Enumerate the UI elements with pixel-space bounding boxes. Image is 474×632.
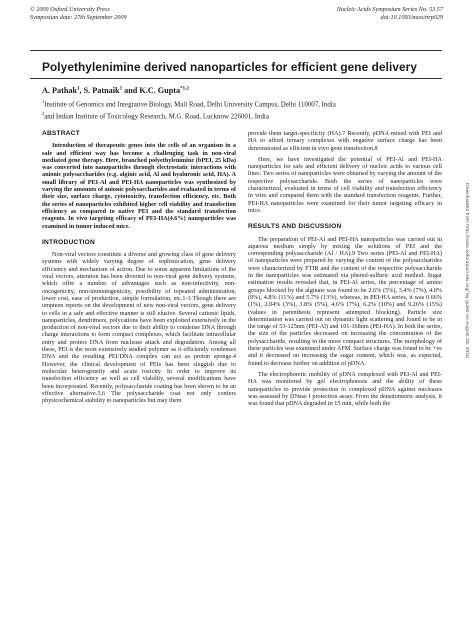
results-heading: RESULTS AND DISCUSSION (248, 223, 342, 231)
affiliations (42, 98, 442, 121)
author-separator: , (79, 86, 84, 95)
abstract-text: Introduction of therapeutic genes into the cells of an organism in a safe and efficient way has become a challenging task in non-viral mediated gene therapy. Here, branched polyethylenimine (bPEI, 25 kDa) was converted into nanoparticles through electrostatic interactions with anionic polysaccharides (e.g. alginic acid, Al and hyaluronic acid, HA). A small library of PEI-Al and PEI-HA nanoparticles was synthesized by varying the amounts of anionic polysaccharides and evaluated in terms of their size, surface charge, cytotoxicity, transfection efficiency, etc. Both the series of nanoparticles exhibited higher cell viability and transfection efficiency as compared to native PEI and the standard transfection reagents. In vivo targeting efficacy of PEI-HA(4.6%) nanoparticles was examined in tumor induced mice. (42, 142, 236, 230)
results-text: The preparation of PEI-Al and PEI-HA nanoparticles was carried out in aqueous medium simply by mixing the solutions of PEI and the corresponding polysaccharide (Al / HA).9 Two series (PEI-Al and PEI-HA) of nanoparticles were prepared by varying the content of the polysaccharides were characterized by FTIR and the content of the respective polysaccharide in the nanoparticles was estimated via phenol-sulfuric acid method. Sugar estimation results revealed that, in PEI-Al series, the percentage of amino groups blocked by the alginate was found to be 2.6% (5%), 3.4% (7%), 4.0% (9%), 4.8% (11%) and 5.7% (13%), whereas, in PEI-HA series, it was 0.66% (1%), 2.04% (3%), 3.8% (5%), 4.6% (7%), 6.2% (10%) and 9.26% (15%) (values in parenthesis represent attempted blocking). Particle size determination was carried out on dynamic light scattering and found to be in the range of 53-125nm (PEI-Al) and 101-168nm (PEI-HA). In both the series, the size of the particles decreased on increasing the concentration of the polysaccharide, resulting in the more compact structures. The morphology of these particles was examined under AFM. Surface charge was found to be +ve and it decreased on increasing the sugar content, which was, as expected, found to decrease further on addition of pDNA. (248, 235, 442, 367)
affil-mark: 2 (42, 110, 45, 116)
title-top-rule (30, 50, 442, 51)
doi-line: doi:10.1093/nass/nrp029 (380, 13, 443, 21)
author-separator: and (122, 86, 140, 95)
affil-mark: 1 (42, 99, 45, 104)
intro-aim-text: Here, we have investigated the potential of PEI-Al and PEI-HA nanoparticles for safe and efficient delivery of nucleic acids to various cell lines. Two series of nanoparticles were obtained by varying the amount of the respective polysaccharide. Both the series of nanoparticles were characterized, evaluated in terms of cell viability and transfection efficiency in vitro and compared them with the standard transfection reagents. Further, PEI-HA nanoparticles were examined for their tumor targeting efficacy in mice. (248, 155, 442, 214)
journal-header-left (30, 6, 127, 21)
author-affil-mark: 1 (119, 86, 123, 92)
left-column (42, 130, 236, 404)
introduction-heading: INTRODUCTION (42, 238, 95, 246)
author-affil-mark: 1 (77, 86, 80, 92)
right-column (248, 130, 442, 407)
intro-continued-text: provide them target-specificity (HA).7 Recently, pDNA mixed with PEI and HA to afford ternary complexes with negative surface charge has been demonstrated as efficient in vivo gene transfection.8 (248, 130, 442, 152)
author-affil-mark: *1,2 (180, 86, 189, 92)
author-list (42, 86, 189, 95)
title-bottom-rule (30, 78, 442, 79)
series-line: Nucleic Acids Symposium Series No. 53 57 (336, 6, 443, 13)
affiliation-line: $^2$and Indian Institute of Toxicology Research, M.G. Road, Lucknow 226001, India (42, 110, 269, 120)
journal-header-right (255, 6, 443, 21)
paper-title: Polyethylenimine derived nanoparticles for efficient gene delivery (42, 60, 418, 74)
affiliation-line: $^1$Institute of Genomics and Integrative Biology, Mall Road, Delhi University Campus, Delhi 110007, India (42, 99, 336, 109)
download-watermark: Downloaded from http://nass.oxfordjournals.org/ by guest on August 28, 2016 (464, 183, 469, 358)
electrophoresis-text: The electrophoretic mobility of pDNA complexed with PEI-Al and PEI-HA was monitored by gel electrophoresis and the ability of these nanoparticles to provide protection to complexed pDNA against nucleases was assessed by DNase I protection assay. From the densitometric analysis, it was found that pDNA degraded in 15 min, while both the (248, 370, 442, 408)
author-name: A. Pathak (42, 86, 78, 95)
author-name: S. Patnaik (83, 86, 120, 95)
author-name: K.C. Gupta (139, 86, 181, 95)
copyright-line: © 2009 Oxford University Press (30, 6, 110, 13)
abstract-heading: ABSTRACT (42, 130, 80, 137)
symposium-date: Symposium date: 27th September 2009 (30, 13, 127, 21)
introduction-text: Non-viral vectors constitute a diverse and growing class of gene delivery systems with widely varying degree of sophistication, gene delivery efficiency and mechanism of action. Due to some apparent limitations of the viral vectors, attention has been diverted to non-viral gene delivery systems, which offer a number of advantages such as non-infectivity, non-oncogenicity, non-immunogenicity, possibility of repeated administration, lower cost, ease of production, simple formulation, etc.1-3 Though there are umpteen reports on the development of new non-viral vectors, gene delivery to cells in a safe and effective manner is still elusive. Several cationic lipids, nanoparticles, dendrimers, polycations have been exploited extensively in the production of non-viral vectors due to their ability to condense DNA through charge interactions to form compact complexes, which facilitate intracellular entry and protect DNA from nuclease attack and degradation. Among all these, PEI is the most extensively studied polymer as it efficiently condenses DNA and the resulting PEI/DNA complex can act as proton sponge.4 However, the clinical development of PEIs has been sluggish due to molecular heterogeneity and acute toxicity. In order to improve its transfection efficiency as well as cell viability, several modifications have been incorporated. Recently, polysaccharide coating has been shown to be an effective alternative.5,6 The polysaccharide coat not only confers physicochemical stability to nanoparticles but may them (42, 251, 236, 405)
